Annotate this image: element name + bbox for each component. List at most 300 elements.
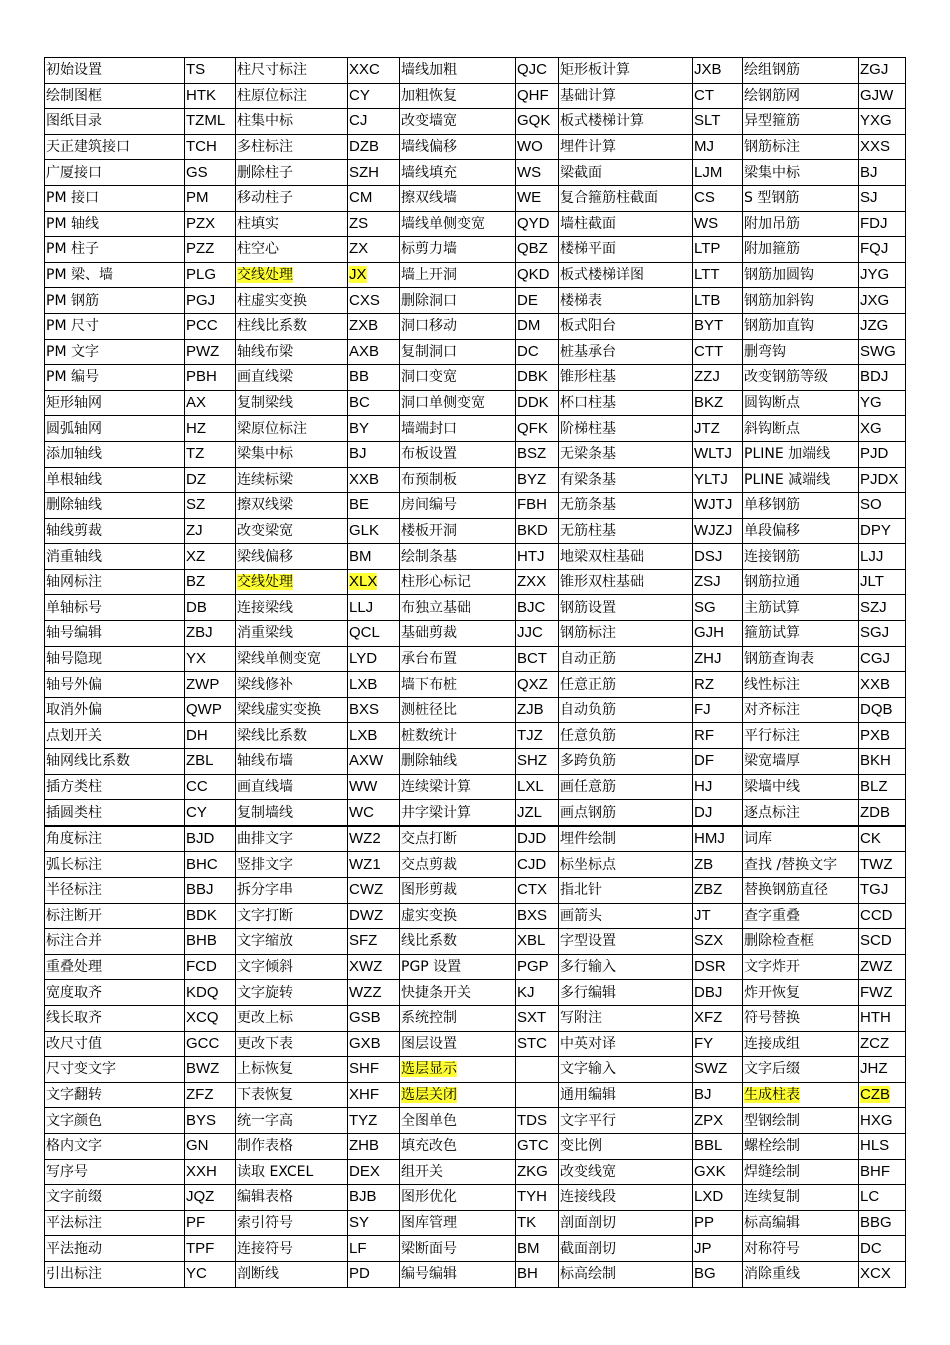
command-text: 更改上标 — [237, 1010, 293, 1027]
command-name-cell — [400, 416, 516, 442]
shortcut-text: GN — [186, 1137, 209, 1155]
command-name-cell — [45, 1082, 185, 1108]
shortcut-text: ZX — [349, 240, 369, 258]
command-shortcut-cell — [348, 1082, 400, 1108]
command-name-cell — [400, 954, 516, 980]
command-shortcut-cell — [516, 211, 559, 237]
command-name-cell — [236, 826, 348, 852]
command-name-cell — [559, 1057, 693, 1083]
command-name-cell — [559, 58, 693, 84]
shortcut-text: ZBJ — [186, 624, 213, 642]
command-name-cell — [236, 1108, 348, 1134]
command-shortcut-cell — [693, 621, 743, 647]
table-row — [45, 954, 906, 980]
shortcut-text: LXB — [349, 726, 378, 744]
command-name-cell — [559, 134, 693, 160]
shortcut-text: WZ1 — [349, 855, 381, 873]
shortcut-text: ZWZ — [860, 958, 893, 976]
command-shortcut-cell — [693, 313, 743, 339]
command-shortcut-cell — [693, 1108, 743, 1134]
command-shortcut-cell — [348, 493, 400, 519]
command-text: 文字旋转 — [237, 984, 293, 1001]
command-text: 楼梯表 — [560, 292, 602, 309]
command-name-cell — [743, 878, 859, 904]
command-text: 格内文字 — [46, 1138, 102, 1155]
command-name-cell — [743, 569, 859, 595]
command-name-cell — [743, 467, 859, 493]
shortcut-text: WJZJ — [694, 521, 733, 539]
command-text: 梁墙中线 — [744, 778, 800, 795]
command-shortcut-cell — [859, 697, 906, 723]
shortcut-text: TS — [186, 61, 206, 79]
shortcut-text: GSB — [349, 1009, 381, 1027]
command-text: 标高编辑 — [744, 1215, 800, 1232]
command-text: 轴号隐现 — [46, 650, 102, 667]
command-shortcut-cell — [693, 58, 743, 84]
command-name-cell — [236, 160, 348, 186]
command-name-cell — [400, 493, 516, 519]
command-name-cell — [559, 160, 693, 186]
shortcut-text: AX — [186, 394, 207, 412]
command-shortcut-cell — [185, 1057, 236, 1083]
command-text: 制作表格 — [237, 1138, 293, 1155]
command-text: 箍筋试算 — [744, 625, 800, 642]
command-text: 选层显示 — [401, 1061, 457, 1078]
shortcut-text: BJ — [349, 445, 367, 463]
command-text: 系统控制 — [401, 1010, 457, 1027]
command-text: PM 轴线 — [46, 215, 99, 232]
command-text: 主筋试算 — [744, 599, 800, 616]
shortcut-text: DBK — [517, 368, 548, 386]
shortcut-text: YX — [186, 649, 207, 667]
command-text: 文字前缀 — [46, 1189, 102, 1206]
command-name-cell — [45, 852, 185, 878]
table-row — [45, 621, 906, 647]
table-row — [45, 595, 906, 621]
command-name-cell — [743, 723, 859, 749]
table-row — [45, 237, 906, 263]
command-text: 文字后缀 — [744, 1061, 800, 1078]
command-text: 角度标注 — [46, 831, 102, 848]
command-name-cell — [236, 723, 348, 749]
shortcut-text: JHZ — [860, 1060, 888, 1078]
command-name-cell — [236, 313, 348, 339]
command-text: 钢筋拉通 — [744, 574, 800, 591]
table-row — [45, 288, 906, 314]
command-shortcut-cell — [348, 980, 400, 1006]
command-shortcut-cell — [693, 1159, 743, 1185]
shortcut-text: CWZ — [349, 881, 384, 899]
command-shortcut-cell — [348, 441, 400, 467]
command-text: 画直线梁 — [237, 369, 293, 386]
shortcut-text: ZDB — [860, 803, 890, 821]
command-name-cell — [559, 1108, 693, 1134]
command-shortcut-cell — [859, 672, 906, 698]
command-text: 多行输入 — [560, 959, 616, 976]
command-shortcut-cell — [859, 1236, 906, 1262]
command-text: 基础剪裁 — [401, 625, 457, 642]
command-name-cell — [45, 467, 185, 493]
command-name-cell — [45, 621, 185, 647]
command-shortcut-cell — [516, 339, 559, 365]
shortcut-text: JXB — [694, 61, 722, 79]
shortcut-text: JP — [694, 1239, 712, 1257]
command-shortcut-cell — [348, 518, 400, 544]
command-text: 平行标注 — [744, 727, 800, 744]
shortcut-text: BYS — [186, 1111, 217, 1129]
command-text: 移动柱子 — [237, 190, 293, 207]
shortcut-text: QBZ — [517, 240, 548, 258]
command-shortcut-cell — [516, 723, 559, 749]
table-row — [45, 262, 906, 288]
command-shortcut-cell — [516, 390, 559, 416]
shortcut-text: ZJB — [517, 701, 544, 719]
command-text: 字型设置 — [560, 933, 616, 950]
shortcut-text: BC — [349, 394, 370, 412]
command-text: 墙线加粗 — [401, 62, 457, 79]
command-text: 复合箍筋柱截面 — [560, 190, 658, 207]
command-shortcut-cell — [348, 109, 400, 135]
command-name-cell — [236, 416, 348, 442]
command-text: 平法标注 — [46, 1215, 102, 1232]
command-text: 组开关 — [401, 1163, 443, 1180]
command-name-cell — [743, 1210, 859, 1236]
command-shortcut-cell — [185, 518, 236, 544]
command-name-cell — [236, 697, 348, 723]
shortcut-text: WZZ — [349, 983, 382, 1001]
shortcut-text: PBH — [186, 368, 217, 386]
command-text: PM 编号 — [46, 369, 99, 386]
command-name-cell — [559, 1159, 693, 1185]
shortcut-text: WW — [349, 777, 378, 795]
command-shortcut-cell — [693, 826, 743, 852]
command-text: 交点剪裁 — [401, 856, 457, 873]
command-name-cell — [559, 980, 693, 1006]
shortcut-text: CXS — [349, 291, 380, 309]
table-row — [45, 826, 906, 852]
command-shortcut-cell — [185, 237, 236, 263]
command-shortcut-cell — [516, 595, 559, 621]
command-name-cell — [559, 365, 693, 391]
command-text: 楼板开洞 — [401, 522, 457, 539]
command-shortcut-cell — [185, 774, 236, 800]
command-name-cell — [743, 1236, 859, 1262]
command-name-cell — [45, 365, 185, 391]
command-shortcut-cell — [516, 109, 559, 135]
command-name-cell — [400, 569, 516, 595]
shortcut-text: CM — [349, 189, 373, 207]
command-text: 虚实变换 — [401, 907, 457, 924]
shortcut-text: LTP — [694, 240, 721, 258]
command-text: 梁线修补 — [237, 676, 293, 693]
shortcut-text: DM — [517, 317, 541, 335]
command-text: 改变梁宽 — [237, 522, 293, 539]
command-name-cell — [559, 1185, 693, 1211]
command-text: 墙线偏移 — [401, 139, 457, 156]
command-text: 全图单色 — [401, 1112, 457, 1129]
command-shortcut-cell — [185, 365, 236, 391]
table-row — [45, 569, 906, 595]
command-text: 图库管理 — [401, 1215, 457, 1232]
shortcut-text: ZZJ — [694, 368, 720, 386]
command-name-cell — [400, 134, 516, 160]
shortcut-text: TYH — [517, 1188, 547, 1206]
command-text: 绘制条基 — [401, 548, 457, 565]
shortcut-text: BB — [349, 368, 370, 386]
shortcut-text: TK — [517, 1214, 537, 1232]
command-shortcut-cell — [516, 903, 559, 929]
command-name-cell — [743, 697, 859, 723]
shortcut-text: SJ — [860, 189, 878, 207]
shortcut-text: GXB — [349, 1034, 381, 1052]
shortcut-text: QJC — [517, 61, 547, 79]
table-row — [45, 58, 906, 84]
command-name-cell — [400, 518, 516, 544]
command-shortcut-cell — [693, 878, 743, 904]
command-text: 改尺寸值 — [46, 1035, 102, 1052]
command-shortcut-cell — [185, 954, 236, 980]
command-text: PM 尺寸 — [46, 318, 99, 335]
command-shortcut-cell — [516, 237, 559, 263]
command-name-cell — [743, 134, 859, 160]
command-text: 写序号 — [46, 1163, 88, 1180]
command-shortcut-cell — [516, 1236, 559, 1262]
command-shortcut-cell — [516, 1082, 559, 1108]
command-name-cell — [400, 1005, 516, 1031]
command-text: 墙上开洞 — [401, 267, 457, 284]
command-shortcut-cell — [859, 621, 906, 647]
command-shortcut-cell — [516, 929, 559, 955]
command-text: 填充改色 — [401, 1138, 457, 1155]
command-name-cell — [743, 441, 859, 467]
command-shortcut-cell — [859, 1082, 906, 1108]
shortcut-text: SWG — [860, 342, 896, 360]
command-shortcut-cell — [516, 416, 559, 442]
shortcut-text: LTB — [694, 291, 721, 309]
command-name-cell — [400, 749, 516, 775]
shortcut-text: CZB — [860, 1086, 890, 1104]
command-name-cell — [45, 646, 185, 672]
command-text: 文字输入 — [560, 1061, 616, 1078]
shortcut-text: ZBL — [186, 752, 214, 770]
command-text: 杯口柱基 — [560, 395, 616, 412]
shortcut-text: LXL — [517, 777, 544, 795]
command-shortcut-cell — [516, 800, 559, 826]
command-shortcut-cell — [693, 1082, 743, 1108]
command-shortcut-cell — [516, 774, 559, 800]
shortcut-text: YXG — [860, 112, 892, 130]
shortcut-text: BYZ — [517, 470, 547, 488]
command-shortcut-cell — [516, 1031, 559, 1057]
command-text: 楼梯平面 — [560, 241, 616, 258]
command-text: 文字颜色 — [46, 1112, 102, 1129]
shortcut-text: DZ — [186, 470, 206, 488]
command-text: 梁原位标注 — [237, 420, 307, 437]
command-name-cell — [559, 390, 693, 416]
command-shortcut-cell — [859, 416, 906, 442]
table-row — [45, 903, 906, 929]
command-text: 点划开关 — [46, 727, 102, 744]
command-text: 有梁条基 — [560, 471, 616, 488]
shortcut-text: BKH — [860, 752, 891, 770]
command-name-cell — [236, 262, 348, 288]
command-name-cell — [400, 646, 516, 672]
command-name-cell — [400, 339, 516, 365]
command-name-cell — [45, 595, 185, 621]
command-name-cell — [400, 697, 516, 723]
command-text: 阶梯柱基 — [560, 420, 616, 437]
command-name-cell — [45, 58, 185, 84]
shortcut-text: PP — [694, 1214, 715, 1232]
shortcut-text: JXG — [860, 291, 890, 309]
shortcut-text: ZHJ — [694, 649, 722, 667]
shortcut-text: QKD — [517, 266, 550, 284]
command-text: 连接符号 — [237, 1240, 293, 1257]
command-text: 消除重线 — [744, 1266, 800, 1283]
command-shortcut-cell — [185, 185, 236, 211]
command-text: 编辑表格 — [237, 1189, 293, 1206]
command-shortcut-cell — [693, 800, 743, 826]
command-shortcut-cell — [516, 467, 559, 493]
command-shortcut-cell — [516, 185, 559, 211]
shortcut-text: LJM — [694, 163, 723, 181]
command-text: 替换钢筋直径 — [744, 882, 828, 899]
command-text: 井字梁计算 — [401, 804, 471, 821]
command-text: 柱尺寸标注 — [237, 62, 307, 79]
command-text: 单轴标号 — [46, 599, 102, 616]
command-shortcut-cell — [348, 852, 400, 878]
command-name-cell — [400, 1185, 516, 1211]
table-row — [45, 1108, 906, 1134]
command-text: 逐点标注 — [744, 804, 800, 821]
shortcut-text: PGP — [517, 958, 549, 976]
command-shortcut-cell — [185, 313, 236, 339]
command-text: 轴网线比系数 — [46, 753, 130, 770]
command-shortcut-cell — [185, 544, 236, 570]
command-shortcut-cell — [348, 621, 400, 647]
command-name-cell — [45, 160, 185, 186]
command-name-cell — [559, 852, 693, 878]
command-name-cell — [400, 211, 516, 237]
command-text: 无筋条基 — [560, 497, 616, 514]
command-text: 连接线段 — [560, 1189, 616, 1206]
table-row — [45, 83, 906, 109]
command-text: 墙下布桩 — [401, 676, 457, 693]
command-text: 图形优化 — [401, 1189, 457, 1206]
command-shortcut-cell — [859, 493, 906, 519]
command-text: 梁集中标 — [744, 164, 800, 181]
command-shortcut-cell — [185, 646, 236, 672]
shortcut-text: SZX — [694, 932, 724, 950]
command-name-cell — [400, 878, 516, 904]
command-name-cell — [743, 544, 859, 570]
command-shortcut-cell — [185, 723, 236, 749]
command-shortcut-cell — [859, 1133, 906, 1159]
shortcut-text: XCQ — [186, 1009, 219, 1027]
command-name-cell — [45, 903, 185, 929]
command-shortcut-cell — [693, 980, 743, 1006]
command-text: 型钢绘制 — [744, 1112, 800, 1129]
command-text: 广厦接口 — [46, 164, 102, 181]
command-shortcut-cell — [693, 646, 743, 672]
command-shortcut-cell — [185, 211, 236, 237]
command-text: 桩数统计 — [401, 727, 457, 744]
command-text: 任意正筋 — [560, 676, 616, 693]
command-name-cell — [45, 1210, 185, 1236]
command-text: 改变线宽 — [560, 1163, 616, 1180]
command-name-cell — [236, 1082, 348, 1108]
command-shortcut-cell — [859, 441, 906, 467]
command-shortcut-cell — [185, 878, 236, 904]
command-shortcut-cell — [185, 467, 236, 493]
command-text: 标注合并 — [46, 933, 102, 950]
command-shortcut-cell — [185, 800, 236, 826]
command-text: 选层关闭 — [401, 1087, 457, 1104]
command-name-cell — [743, 160, 859, 186]
shortcut-text: BY — [349, 419, 370, 437]
command-shortcut-cell — [859, 826, 906, 852]
command-shortcut-table — [44, 57, 906, 1288]
command-text: 绘钢筋网 — [744, 87, 800, 104]
command-shortcut-cell — [185, 929, 236, 955]
shortcut-text: SO — [860, 496, 882, 514]
command-text: PM 梁、墙 — [46, 267, 113, 284]
command-shortcut-cell — [859, 518, 906, 544]
command-name-cell — [400, 723, 516, 749]
command-shortcut-cell — [516, 826, 559, 852]
shortcut-text: DJ — [694, 803, 713, 821]
command-text: 画任意筋 — [560, 778, 616, 795]
shortcut-text: SG — [694, 598, 716, 616]
command-shortcut-cell — [185, 58, 236, 84]
shortcut-text: FDJ — [860, 214, 888, 232]
command-shortcut-cell — [185, 1133, 236, 1159]
table-row — [45, 416, 906, 442]
command-name-cell — [236, 518, 348, 544]
command-text: 截面剖切 — [560, 1240, 616, 1257]
shortcut-text: WZ2 — [349, 830, 381, 848]
shortcut-text: BDJ — [860, 368, 889, 386]
shortcut-text: PD — [349, 1265, 370, 1283]
shortcut-text: PJD — [860, 445, 889, 463]
shortcut-text: ZKG — [517, 1162, 548, 1180]
shortcut-text: PLG — [186, 266, 217, 284]
shortcut-text: GJW — [860, 86, 894, 104]
command-text: 连续标梁 — [237, 471, 293, 488]
command-shortcut-cell — [859, 365, 906, 391]
command-name-cell — [45, 544, 185, 570]
command-text: 标坐标点 — [560, 856, 616, 873]
shortcut-text: BJD — [186, 830, 215, 848]
command-name-cell — [559, 467, 693, 493]
command-text: 测桩径比 — [401, 702, 457, 719]
command-text: 承台布置 — [401, 650, 457, 667]
command-shortcut-cell — [185, 569, 236, 595]
shortcut-text: XZ — [186, 547, 206, 565]
command-name-cell — [743, 416, 859, 442]
command-text: 通用编辑 — [560, 1087, 616, 1104]
command-shortcut-cell — [859, 929, 906, 955]
shortcut-text: SCD — [860, 932, 892, 950]
command-name-cell — [743, 518, 859, 544]
command-name-cell — [743, 929, 859, 955]
command-shortcut-cell — [859, 980, 906, 1006]
command-name-cell — [236, 1005, 348, 1031]
command-name-cell — [236, 878, 348, 904]
command-shortcut-cell — [348, 1031, 400, 1057]
command-name-cell — [45, 800, 185, 826]
command-shortcut-cell — [859, 878, 906, 904]
